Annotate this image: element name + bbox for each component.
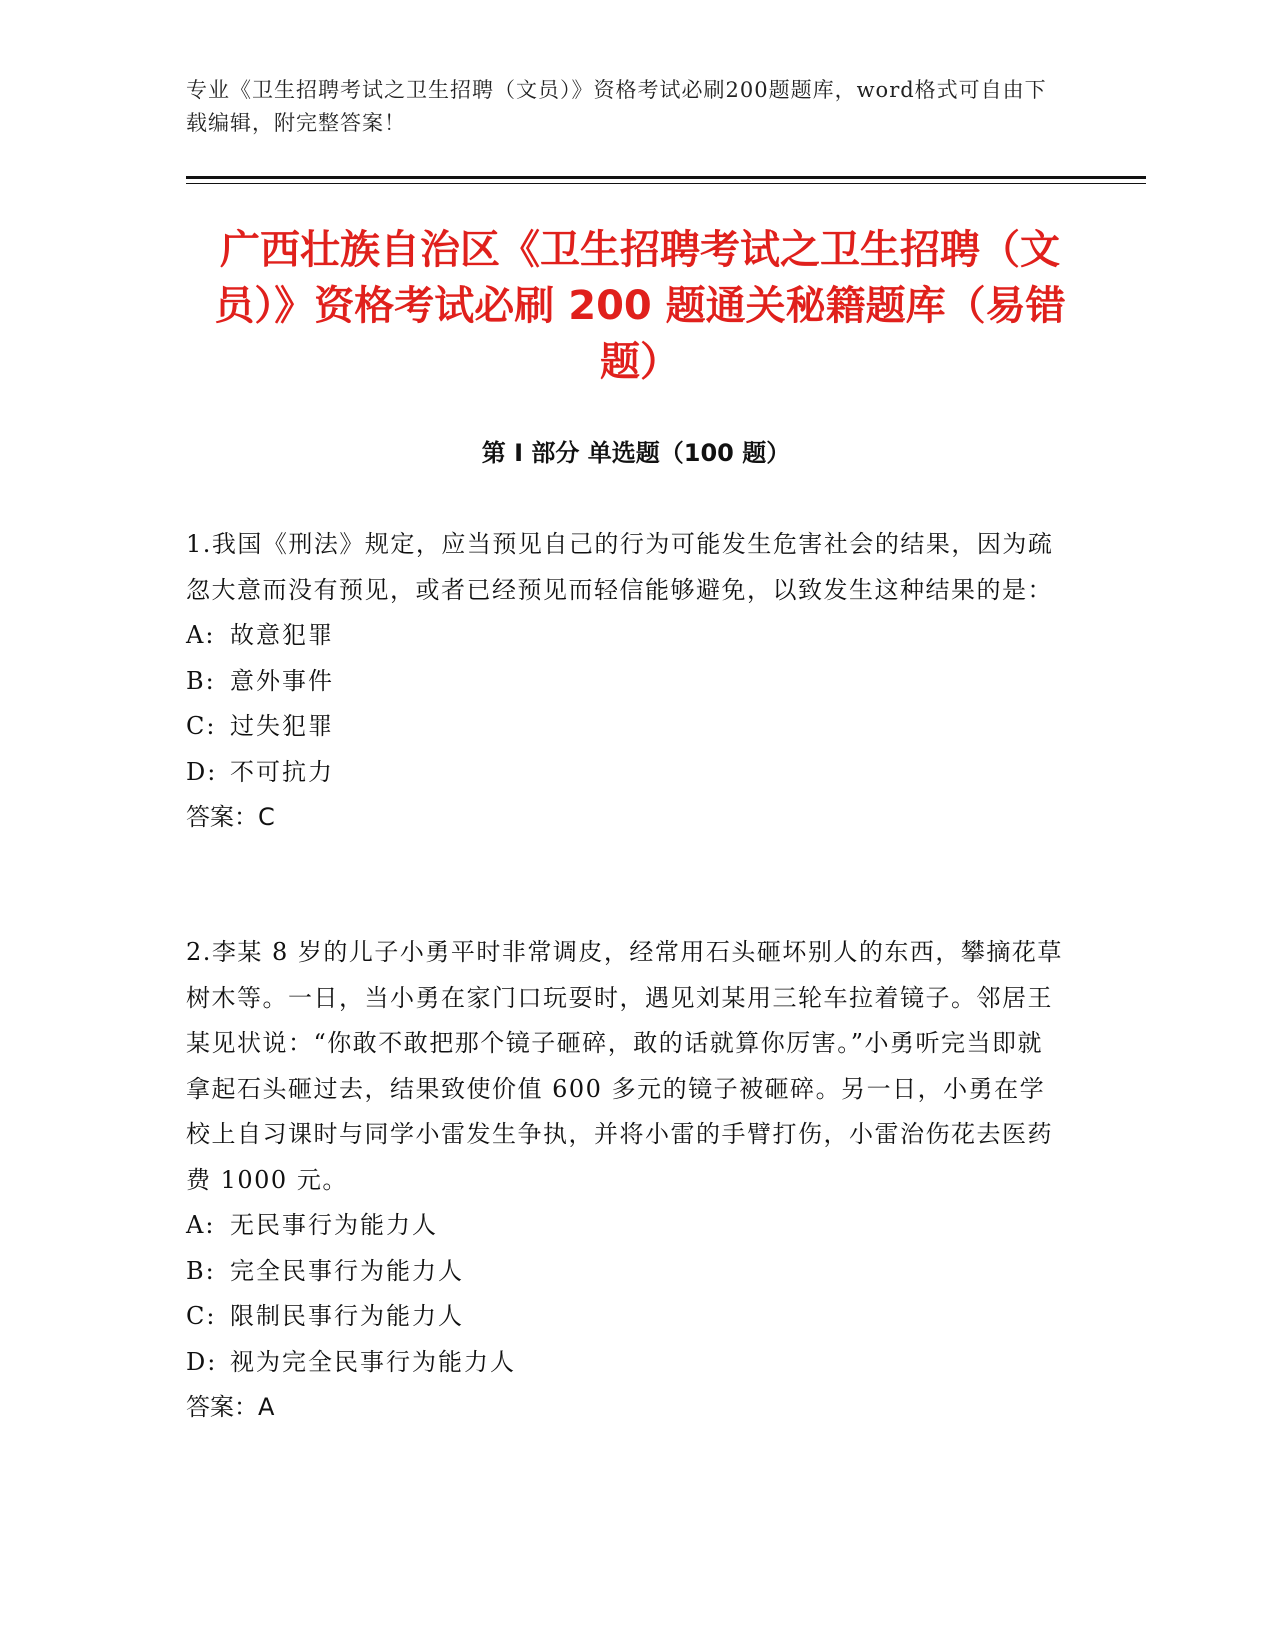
option-c bbox=[186, 704, 1066, 750]
option-a bbox=[186, 1203, 1066, 1249]
question-1 bbox=[186, 522, 1066, 841]
option-key: B: bbox=[186, 666, 216, 695]
option-d bbox=[186, 1340, 1066, 1386]
header-note: 专业《卫生招聘考试之卫生招聘（文员）》资格考试必刷200题题库，word格式可自由下载编辑，附完整答案！ bbox=[186, 78, 1047, 135]
option-text: 视为完全民事行为能力人 bbox=[230, 1347, 516, 1376]
option-key: C: bbox=[186, 1302, 217, 1330]
question-2 bbox=[186, 930, 1066, 1431]
section-heading: 第 I 部分 单选题（100 题） bbox=[481, 439, 791, 467]
option-text: 不可抗力 bbox=[230, 757, 334, 786]
option-text: 故意犯罪 bbox=[230, 621, 334, 649]
option-key: D: bbox=[186, 757, 218, 786]
option-text: 意外事件 bbox=[230, 666, 334, 695]
header-divider-thin bbox=[186, 183, 1146, 184]
document-title: 广西壮族自治区《卫生招聘考试之卫生招聘（文员）》资格考试必刷 200 题通关秘籍题库（易错题） bbox=[214, 227, 1066, 385]
option-c bbox=[186, 1294, 1066, 1340]
question-stem: 1.我国《刑法》规定，应当预见自己的行为可能发生危害社会的结果，因为疏忽大意而没有预见，或者已经预见而轻信能够避免，以致发生这种结果的是： bbox=[186, 530, 1054, 604]
question-stem: 2.李某 8 岁的儿子小勇平时非常调皮，经常用石头砸坏别人的东西，攀摘花草树木等。一日，当小勇在家门口玩耍时，遇见刘某用三轮车拉着镜子。邻居王某见状说：“你敢不敢把那个镜子砸碎，敢的话就算你厉害。”小勇听完当即就拿起石头砸过去，结果致使价值 600 多元的镜子被砸碎。另一日，小勇在学校上自习课时与同学小雷发生争执，并将小雷的手臂打伤，小雷治伤花去医药费 1000 元。 bbox=[186, 938, 1063, 1194]
option-key: B: bbox=[186, 1256, 216, 1285]
option-key: C: bbox=[186, 712, 217, 740]
option-text: 限制民事行为能力人 bbox=[230, 1302, 464, 1330]
header-divider-thick bbox=[186, 176, 1146, 179]
option-a bbox=[186, 613, 1066, 659]
option-b bbox=[186, 1249, 1066, 1295]
option-d bbox=[186, 750, 1066, 796]
option-key: A: bbox=[186, 621, 216, 649]
option-key: D: bbox=[186, 1347, 218, 1376]
option-text: 无民事行为能力人 bbox=[230, 1211, 438, 1239]
option-text: 过失犯罪 bbox=[230, 712, 334, 740]
answer-line: 答案：C bbox=[186, 803, 275, 831]
option-b bbox=[186, 659, 1066, 705]
option-key: A: bbox=[186, 1211, 216, 1239]
answer-line: 答案：A bbox=[186, 1393, 275, 1421]
option-text: 完全民事行为能力人 bbox=[230, 1256, 464, 1285]
